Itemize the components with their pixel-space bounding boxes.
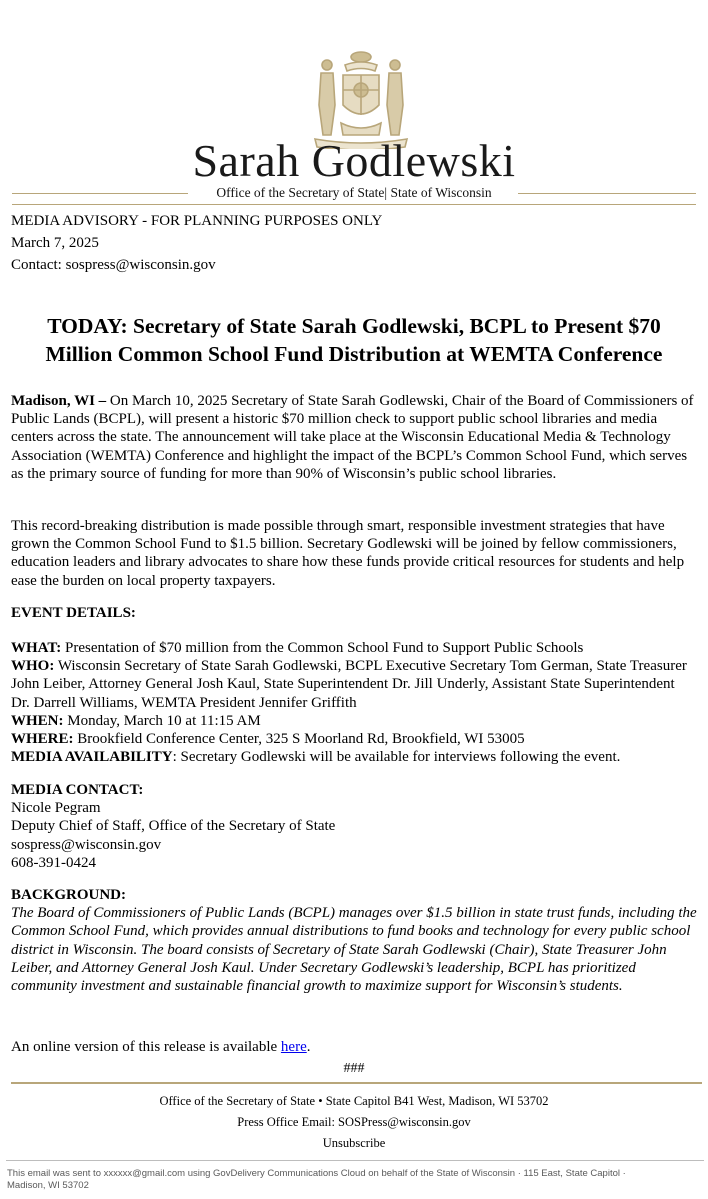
- media-contact: [11, 781, 697, 872]
- background-section: [11, 886, 697, 995]
- advisory-label: MEDIA ADVISORY - FOR PLANNING PURPOSES ONLY: [11, 213, 383, 229]
- contact-title: Deputy Chief of Staff, Office of the Secretary of State: [11, 818, 336, 835]
- release-date: March 7, 2025: [11, 235, 99, 251]
- footer-address: Office of the Secretary of State • State Capitol B41 West, Madison, WI 53702: [159, 1094, 549, 1108]
- media-contact-heading: MEDIA CONTACT:: [11, 782, 144, 798]
- online-version-link[interactable]: here: [280, 1039, 307, 1055]
- contact-phone: 608-391-0424: [11, 854, 96, 871]
- contact-line: Contact: sospress@wisconsin.gov: [11, 257, 216, 273]
- intro-text: On March 10, 2025 Secretary of State Sarah Godlewski, Chair of the Board of Commissioners of Public Lands (BCPL), will present a historic $70 million check to support public school libraries and media centers across the state. The announcement will take place at the Wisconsin Educational Media & Technology Association (WEMTA) Conference and highlight the impact of the BCPL’s Common School Fund, which serves as the primary source of funding for more than 90% of Wisconsin’s public school libraries.: [11, 393, 694, 482]
- event-what: WHAT: Presentation of $70 million from the Common School Fund to Support Public Schools: [11, 640, 584, 656]
- sender-name-logo: Sarah Godlewski: [192, 135, 516, 186]
- office-line: Office of the Secretary of State| State of Wisconsin: [216, 185, 492, 200]
- background-text: The Board of Commissioners of Public Lands (BCPL) manages over $1.5 billion in state trust funds, including the Common School Fund, which provides annual distributions to fund books and technology for every public school district in Wisconsin. The board consists of Secretary of State Sarah Godlewski (Chair), State Treasurer John Leiber, and Attorney General Josh Kaul. Under Secretary Godlewski’s leadership, BCPL has prioritized community investment and sustainable financial growth to maximize support for Wisconsin’s students.: [11, 905, 697, 995]
- event-details-heading: EVENT DETAILS:: [11, 605, 136, 621]
- govdelivery-notice: This email was sent to xxxxxx@gmail.com using GovDelivery Communications Cloud on behalf of the State of Wisconsin · 115 East, State Capitol · Madison, WI 53702: [7, 1168, 626, 1191]
- footer: [0, 1091, 708, 1154]
- contact-email: sospress@wisconsin.gov: [11, 836, 162, 853]
- divider: [12, 204, 696, 205]
- footer-press-email: Press Office Email: SOSPress@wisconsin.gov: [237, 1115, 471, 1129]
- advisory-meta: [11, 210, 697, 276]
- footer-divider: [11, 1082, 702, 1084]
- end-mark: ###: [343, 1061, 365, 1076]
- headline: [8, 312, 700, 368]
- unsubscribe-link[interactable]: Unsubscribe: [322, 1136, 386, 1150]
- divider: [6, 1160, 704, 1161]
- event-details: [11, 639, 697, 766]
- event-where: WHERE: Brookfield Conference Center, 325 S Moorland Rd, Brookfield, WI 53005: [11, 731, 525, 748]
- divider: [518, 193, 696, 194]
- dateline: Madison, WI –: [11, 393, 107, 409]
- background-heading: BACKGROUND:: [11, 887, 126, 903]
- office-line-row: [12, 184, 696, 204]
- event-when: WHEN: Monday, March 10 at 11:15 AM: [11, 712, 261, 729]
- masthead: [0, 0, 708, 206]
- event-who: WHO: Wisconsin Secretary of State Sarah Godlewski, BCPL Executive Secretary Tom German, State Treasurer John Leiber, Attorney General Josh Kaul, State Superintendent Dr. Jill Underly, Assistant State Superintendent Dr. Darrell Williams, WEMTA President Jennifer Griffith: [11, 658, 687, 711]
- event-availability: MEDIA AVAILABILITY: Secretary Godlewski will be available for interviews following the event.: [11, 749, 621, 766]
- headline-line-2: Million Common School Fund Distribution at WEMTA Conference: [45, 342, 663, 366]
- intro-paragraph: [11, 392, 697, 483]
- online-version-line: An online version of this release is available here.: [11, 1039, 311, 1055]
- headline-line-1: TODAY: Secretary of State Sarah Godlewski, BCPL to Present $70: [47, 314, 661, 338]
- second-paragraph: This record-breaking distribution is made possible through smart, responsible investment strategies that have grown the Common School Fund to $1.5 billion. Secretary Godlewski will be joined by fellow commissioners, education leaders and library advocates to share how these funds provide critical resources for students and help ease the burden on local property taxpayers.: [11, 518, 685, 589]
- contact-name: Nicole Pegram: [11, 800, 101, 817]
